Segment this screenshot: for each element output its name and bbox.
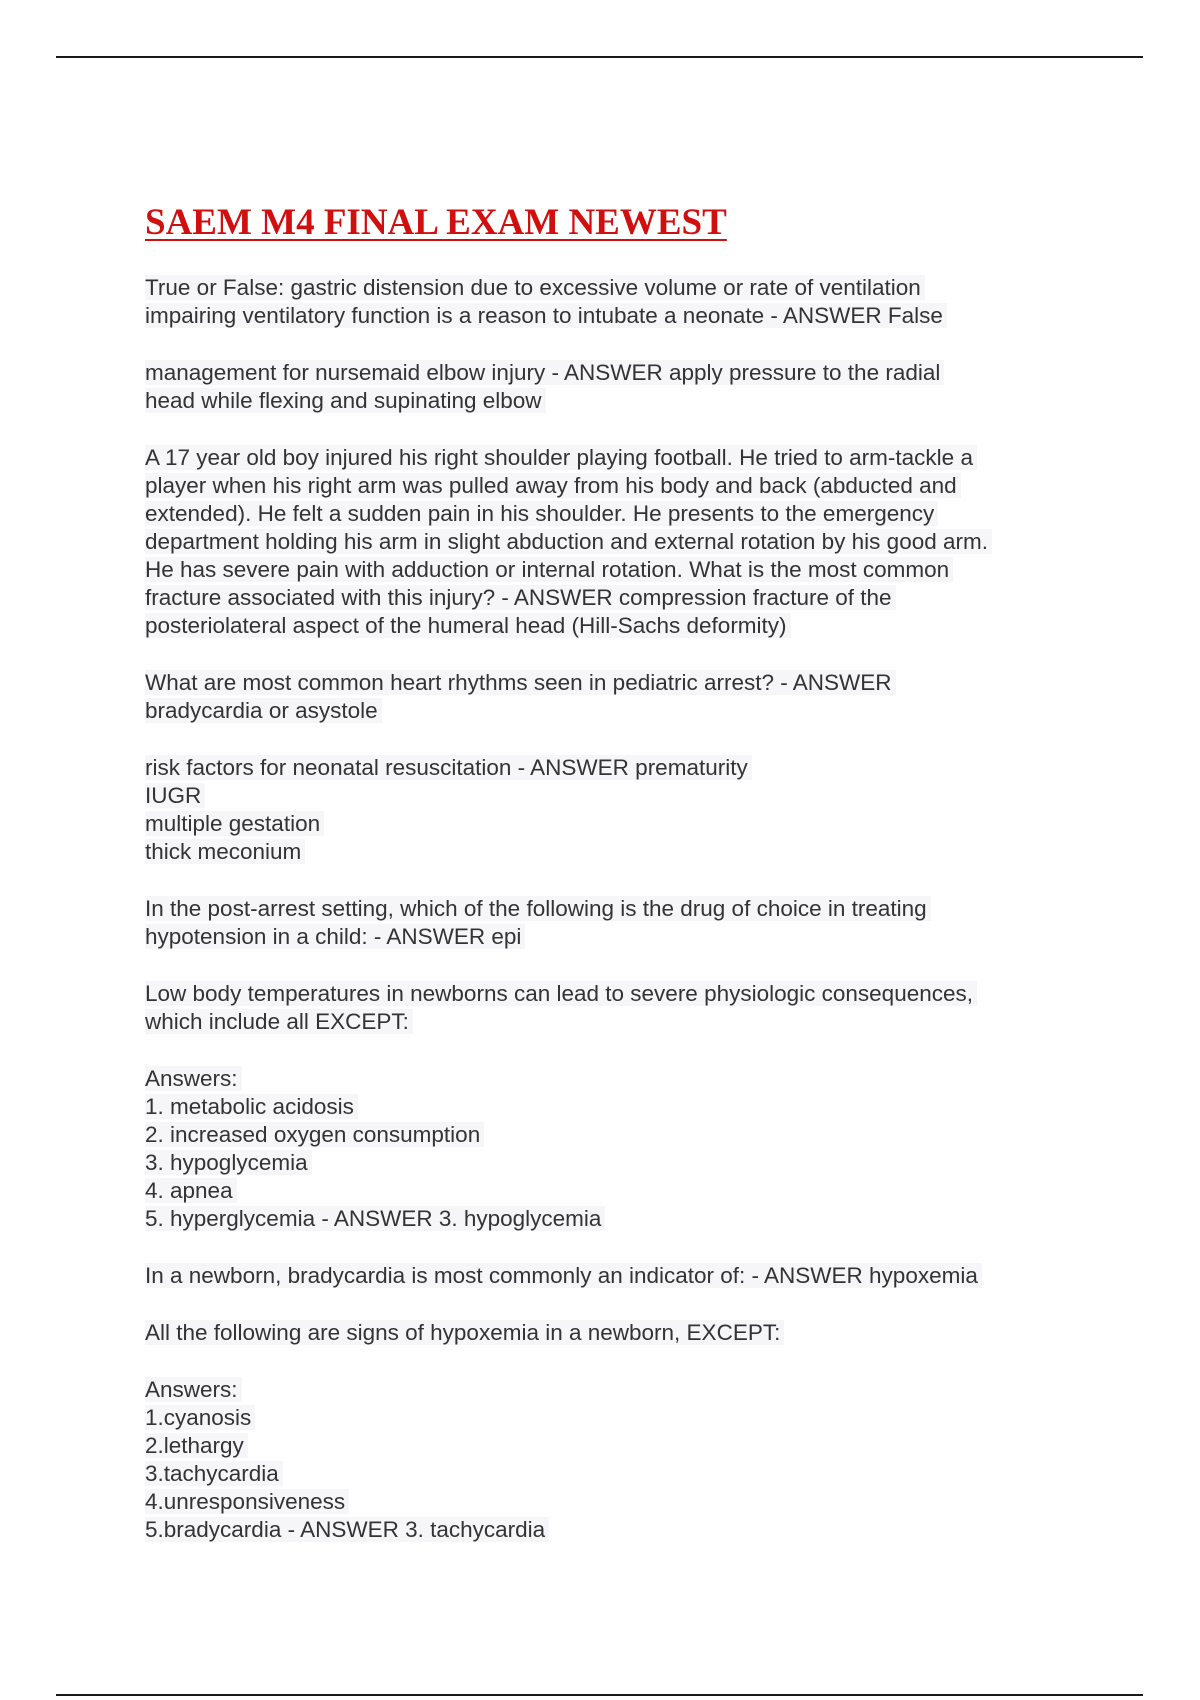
qa-line [145, 359, 1075, 387]
qa-line-text: thick meconium [145, 839, 305, 864]
qa-line [145, 472, 1075, 500]
qa-line [145, 1404, 1075, 1432]
qa-paragraph [145, 669, 1075, 725]
qa-line [145, 584, 1075, 612]
qa-line [145, 1093, 1075, 1121]
bottom-divider [56, 1694, 1143, 1696]
qa-paragraph [145, 1376, 1075, 1544]
document-body [145, 198, 1075, 1573]
qa-line-text: management for nursemaid elbow injury - ANSWER apply pressure to the radial [145, 360, 944, 385]
qa-line-text: posteriolateral aspect of the humeral head (Hill-Sachs deformity) [145, 613, 791, 638]
qa-line [145, 528, 1075, 556]
qa-line-text: 4. apnea [145, 1178, 237, 1203]
qa-line [145, 556, 1075, 584]
qa-line [145, 1008, 1075, 1036]
qa-line-text: hypotension in a child: - ANSWER epi [145, 924, 525, 949]
qa-line [145, 274, 1075, 302]
qa-line-text: 1.cyanosis [145, 1405, 255, 1430]
qa-line [145, 500, 1075, 528]
qa-line [145, 1121, 1075, 1149]
qa-line [145, 1205, 1075, 1233]
qa-line [145, 1262, 1075, 1290]
qa-paragraph [145, 980, 1075, 1036]
qa-paragraph [145, 1262, 1075, 1290]
qa-line [145, 754, 1075, 782]
qa-line-text: True or False: gastric distension due to excessive volume or rate of ventilation [145, 275, 925, 300]
qa-line-text: He has severe pain with adduction or internal rotation. What is the most common [145, 557, 953, 582]
qa-line [145, 697, 1075, 725]
qa-line [145, 1376, 1075, 1404]
qa-line-text: Low body temperatures in newborns can lead to severe physiologic consequences, [145, 981, 977, 1006]
qa-line [145, 1488, 1075, 1516]
qa-line-text: impairing ventilatory function is a reason to intubate a neonate - ANSWER False [145, 303, 947, 328]
qa-line [145, 1177, 1075, 1205]
qa-line-text: 2. increased oxygen consumption [145, 1122, 484, 1147]
qa-paragraph [145, 274, 1075, 330]
qa-line [145, 1432, 1075, 1460]
qa-line-text: 2.lethargy [145, 1433, 248, 1458]
qa-line [145, 1149, 1075, 1177]
qa-line-text: IUGR [145, 783, 205, 808]
qa-line-text: 3.tachycardia [145, 1461, 283, 1486]
qa-line-text: multiple gestation [145, 811, 324, 836]
qa-line-text: 4.unresponsiveness [145, 1489, 349, 1514]
qa-line [145, 782, 1075, 810]
qa-line [145, 612, 1075, 640]
qa-line-text: bradycardia or asystole [145, 698, 382, 723]
qa-paragraph [145, 359, 1075, 415]
qa-line-text: A 17 year old boy injured his right shoulder playing football. He tried to arm-tackle a [145, 445, 977, 470]
qa-line-text: extended). He felt a sudden pain in his shoulder. He presents to the emergency [145, 501, 938, 526]
top-divider [56, 56, 1143, 58]
qa-line-text: Answers: [145, 1377, 242, 1402]
qa-line-text: which include all EXCEPT: [145, 1009, 413, 1034]
qa-line [145, 1516, 1075, 1544]
qa-paragraph [145, 895, 1075, 951]
qa-line [145, 444, 1075, 472]
qa-paragraph [145, 754, 1075, 866]
qa-paragraph [145, 1065, 1075, 1233]
qa-line-text: department holding his arm in slight abduction and external rotation by his good arm. [145, 529, 992, 554]
qa-line-text: 1. metabolic acidosis [145, 1094, 358, 1119]
qa-line-text: risk factors for neonatal resuscitation - ANSWER prematurity [145, 755, 752, 780]
qa-line-text: head while flexing and supinating elbow [145, 388, 546, 413]
qa-line-text: 5. hyperglycemia - ANSWER 3. hypoglycemia [145, 1206, 605, 1231]
qa-paragraph [145, 1319, 1075, 1347]
qa-line [145, 387, 1075, 415]
qa-line [145, 838, 1075, 866]
qa-line [145, 895, 1075, 923]
qa-line-text: All the following are signs of hypoxemia in a newborn, EXCEPT: [145, 1320, 784, 1345]
qa-line [145, 980, 1075, 1008]
qa-list [145, 274, 1075, 1544]
qa-line [145, 669, 1075, 697]
qa-line-text: player when his right arm was pulled away from his body and back (abducted and [145, 473, 961, 498]
qa-line [145, 1460, 1075, 1488]
qa-line [145, 302, 1075, 330]
qa-line-text: In a newborn, bradycardia is most commonly an indicator of: - ANSWER hypoxemia [145, 1263, 982, 1288]
document-title: SAEM M4 FINAL EXAM NEWEST [145, 202, 727, 243]
qa-line [145, 1319, 1075, 1347]
qa-line [145, 1065, 1075, 1093]
qa-line-text: fracture associated with this injury? - ANSWER compression fracture of the [145, 585, 896, 610]
qa-line-text: Answers: [145, 1066, 242, 1091]
qa-line [145, 923, 1075, 951]
qa-line [145, 810, 1075, 838]
qa-line-text: 3. hypoglycemia [145, 1150, 312, 1175]
qa-paragraph [145, 444, 1075, 640]
qa-line-text: 5.bradycardia - ANSWER 3. tachycardia [145, 1517, 549, 1542]
qa-line-text: In the post-arrest setting, which of the following is the drug of choice in treating [145, 896, 931, 921]
qa-line-text: What are most common heart rhythms seen in pediatric arrest? - ANSWER [145, 670, 896, 695]
